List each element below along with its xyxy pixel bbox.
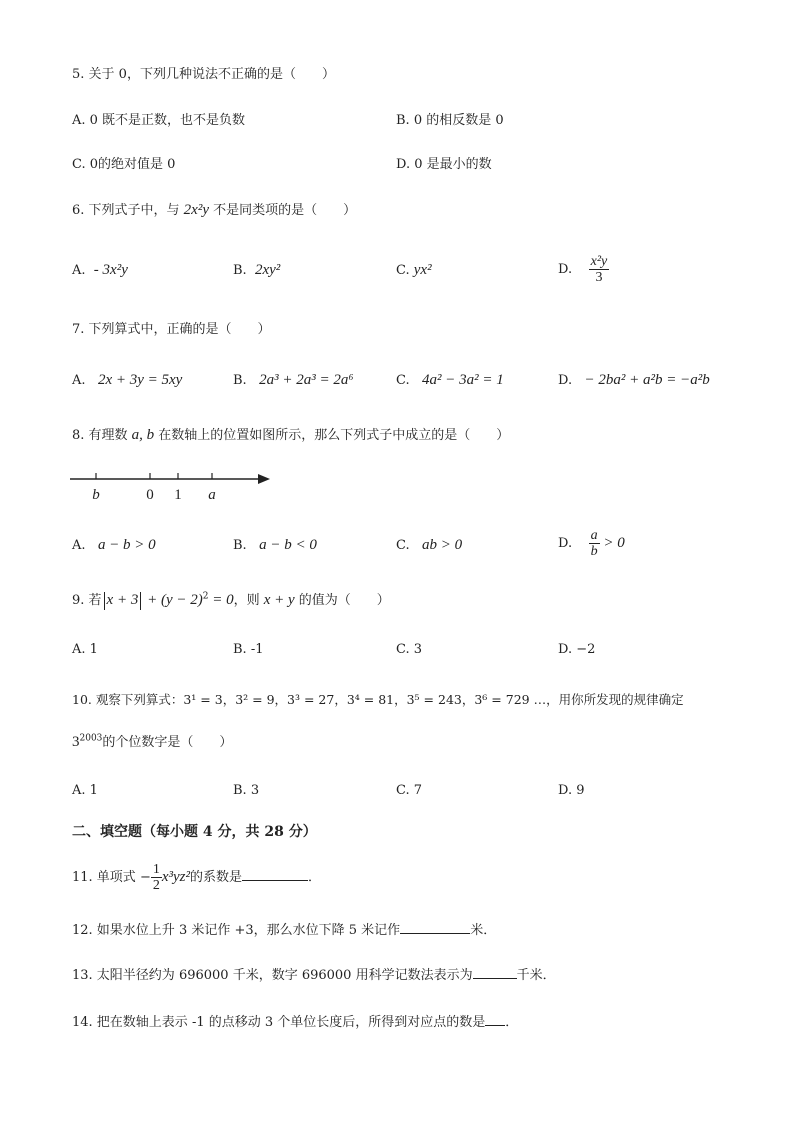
q8-d-numerator: a bbox=[590, 528, 598, 543]
axis-label-b: b bbox=[92, 487, 100, 503]
q13-pre: 13. 太阳半径约为 696000 千米，数字 696000 用科学记数法表示为 bbox=[72, 968, 473, 983]
q5-option-c: C. 0的绝对值是 0 bbox=[72, 157, 176, 172]
q13 bbox=[72, 964, 556, 985]
q8-b-label: B. bbox=[233, 538, 247, 553]
q8-a-label: A. bbox=[72, 538, 86, 553]
q8-d-denominator: b bbox=[590, 544, 598, 559]
q8-stem-pre: 8. 有理数 bbox=[72, 428, 132, 443]
q7-d-expr: − 2ba² + a²b = −a²b bbox=[584, 372, 710, 388]
number-line bbox=[66, 466, 276, 508]
q14-post: ． bbox=[505, 1015, 519, 1030]
q8-option-a bbox=[72, 536, 156, 555]
q6-d-denominator: 3 bbox=[595, 270, 603, 285]
q7-c-expr: 4a² − 3a² = 1 bbox=[422, 372, 504, 388]
q7-a-expr: 2x + 3y = 5xy bbox=[97, 372, 183, 388]
q8-d-label: D. bbox=[558, 536, 573, 551]
q12-post: 米． bbox=[470, 923, 497, 938]
q7-d-label: D. bbox=[558, 373, 573, 388]
q7-c-label: C. bbox=[396, 373, 410, 388]
q6-option-d bbox=[558, 254, 609, 285]
q12-answer-blank[interactable] bbox=[400, 919, 470, 934]
q6-d-label: D. bbox=[558, 262, 573, 277]
q11-answer-blank[interactable] bbox=[242, 866, 308, 881]
abs-bar-right bbox=[140, 592, 141, 610]
q10-stem-line1: 10. 观察下列算式：3¹ = 3，3² = 9，3³ = 27，3⁴ = 81，3⁵ = 243，3⁶ = 729 …，用你所发现的规律确定 bbox=[72, 692, 684, 707]
q12 bbox=[72, 919, 496, 940]
q14-answer-blank[interactable] bbox=[485, 1011, 505, 1026]
q10-option-c: C. 7 bbox=[396, 783, 423, 798]
q10-option-d: D. 9 bbox=[558, 783, 585, 798]
q11-expr: x³yz² bbox=[161, 869, 190, 885]
q6-c-label: C. bbox=[396, 263, 410, 278]
q9-square: 2 bbox=[202, 591, 209, 602]
q9-eq-expr: = 0 bbox=[208, 592, 234, 608]
q6-stem-pre: 6. 下列式子中，与 bbox=[72, 203, 184, 218]
q7-option-a bbox=[72, 371, 182, 390]
section2-heading: 二、填空题（每小题 4 分，共 28 分） bbox=[72, 824, 317, 840]
q6-b-label: B. bbox=[233, 263, 247, 278]
q7-option-b bbox=[233, 371, 354, 390]
q6-d-fraction bbox=[589, 254, 610, 285]
q11-denominator: 2 bbox=[152, 878, 160, 893]
q9-option-c: C. 3 bbox=[396, 642, 423, 657]
q9-option-b: B. -1 bbox=[233, 642, 264, 657]
q8-stem-vars: a, b bbox=[131, 427, 155, 443]
q8-option-b bbox=[233, 536, 317, 555]
q8-option-c bbox=[396, 536, 462, 555]
q13-answer-blank[interactable] bbox=[473, 964, 517, 979]
q10-base: 3 bbox=[72, 734, 80, 750]
q8-option-d bbox=[558, 528, 625, 559]
q10-exponent: 2003 bbox=[79, 733, 103, 744]
q11-post: 的系数是 bbox=[190, 870, 243, 885]
q7-option-c bbox=[396, 371, 504, 390]
q12-pre: 12. 如果水位上升 3 米记作 +3，那么水位下降 5 米记作 bbox=[72, 923, 401, 938]
q6-stem-post: 不是同类项的是（ ） bbox=[208, 203, 357, 218]
q6-d-numerator: x²y bbox=[590, 254, 608, 269]
q8-a-expr: a − b > 0 bbox=[97, 537, 156, 553]
q6-c-expr: yx² bbox=[413, 262, 432, 278]
q7-option-d bbox=[558, 371, 710, 390]
q10-stem-line2 bbox=[72, 733, 232, 752]
q9-target-expr: x + y bbox=[263, 592, 295, 608]
q8-c-expr: ab > 0 bbox=[422, 537, 463, 553]
q9-then: ，则 bbox=[233, 593, 264, 608]
q6-b-expr: 2xy² bbox=[254, 262, 281, 278]
q8-d-fraction bbox=[589, 528, 600, 559]
q8-d-rest: > 0 bbox=[599, 535, 625, 551]
q7-stem: 7. 下列算式中，正确的是（ ） bbox=[72, 322, 271, 337]
q10-option-b: B. 3 bbox=[233, 783, 260, 798]
q9-stem-pre: 9. 若 bbox=[72, 593, 102, 608]
q5-option-b: B. 0 的相反数是 0 bbox=[396, 113, 504, 128]
q14-pre: 14. 把在数轴上表示 -1 的点移动 3 个单位长度后，所得到对应点的数是 bbox=[72, 1015, 486, 1030]
q9-abs-expr: x + 3 bbox=[106, 592, 139, 608]
q9-stem bbox=[72, 591, 390, 610]
q13-post: 千米． bbox=[516, 968, 556, 983]
q7-b-expr: 2a³ + 2a³ = 2a⁶ bbox=[259, 372, 354, 388]
q8-c-label: C. bbox=[396, 538, 410, 553]
q11-fraction bbox=[151, 862, 162, 893]
q6-option-c bbox=[396, 261, 432, 280]
number-line-arrow bbox=[258, 474, 270, 484]
axis-label-a: a bbox=[208, 487, 216, 503]
axis-label-1: 1 bbox=[174, 487, 182, 503]
q9-option-a: A. 1 bbox=[72, 642, 98, 657]
q14 bbox=[72, 1011, 518, 1032]
q11-pre: 11. 单项式 − bbox=[72, 870, 151, 885]
q11-numerator: 1 bbox=[152, 862, 160, 877]
q6-stem-expr: 2x²y bbox=[183, 202, 209, 218]
q10-option-a: A. 1 bbox=[72, 783, 98, 798]
q7-b-label: B. bbox=[233, 373, 247, 388]
q5-option-d: D. 0 是最小的数 bbox=[396, 157, 492, 172]
axis-label-0: 0 bbox=[146, 487, 154, 503]
q11-end: ． bbox=[308, 870, 322, 885]
q9-mid-expr: + (y − 2) bbox=[143, 592, 203, 608]
q9-stem-post: 的值为（ ） bbox=[294, 593, 390, 608]
q5-stem: 5. 关于 0，下列几种说法不正确的是（ ） bbox=[72, 67, 335, 82]
q8-stem bbox=[72, 426, 509, 445]
q11 bbox=[72, 862, 321, 893]
q6-option-a bbox=[72, 261, 128, 280]
q6-a-label: A. bbox=[72, 263, 86, 278]
q8-stem-post: 在数轴上的位置如图所示，那么下列式子中成立的是（ ） bbox=[154, 428, 510, 443]
q7-a-label: A. bbox=[72, 373, 86, 388]
q5-option-a: A. 0 既不是正数，也不是负数 bbox=[72, 113, 246, 128]
q6-a-expr: - 3x²y bbox=[93, 262, 128, 278]
q6-stem bbox=[72, 201, 356, 220]
abs-bar-left bbox=[104, 592, 105, 610]
q6-option-b bbox=[233, 261, 280, 280]
q8-b-expr: a − b < 0 bbox=[259, 537, 317, 553]
q10-stem-post: 的个位数字是（ ） bbox=[102, 735, 233, 750]
q9-option-d: D. −2 bbox=[558, 642, 596, 657]
